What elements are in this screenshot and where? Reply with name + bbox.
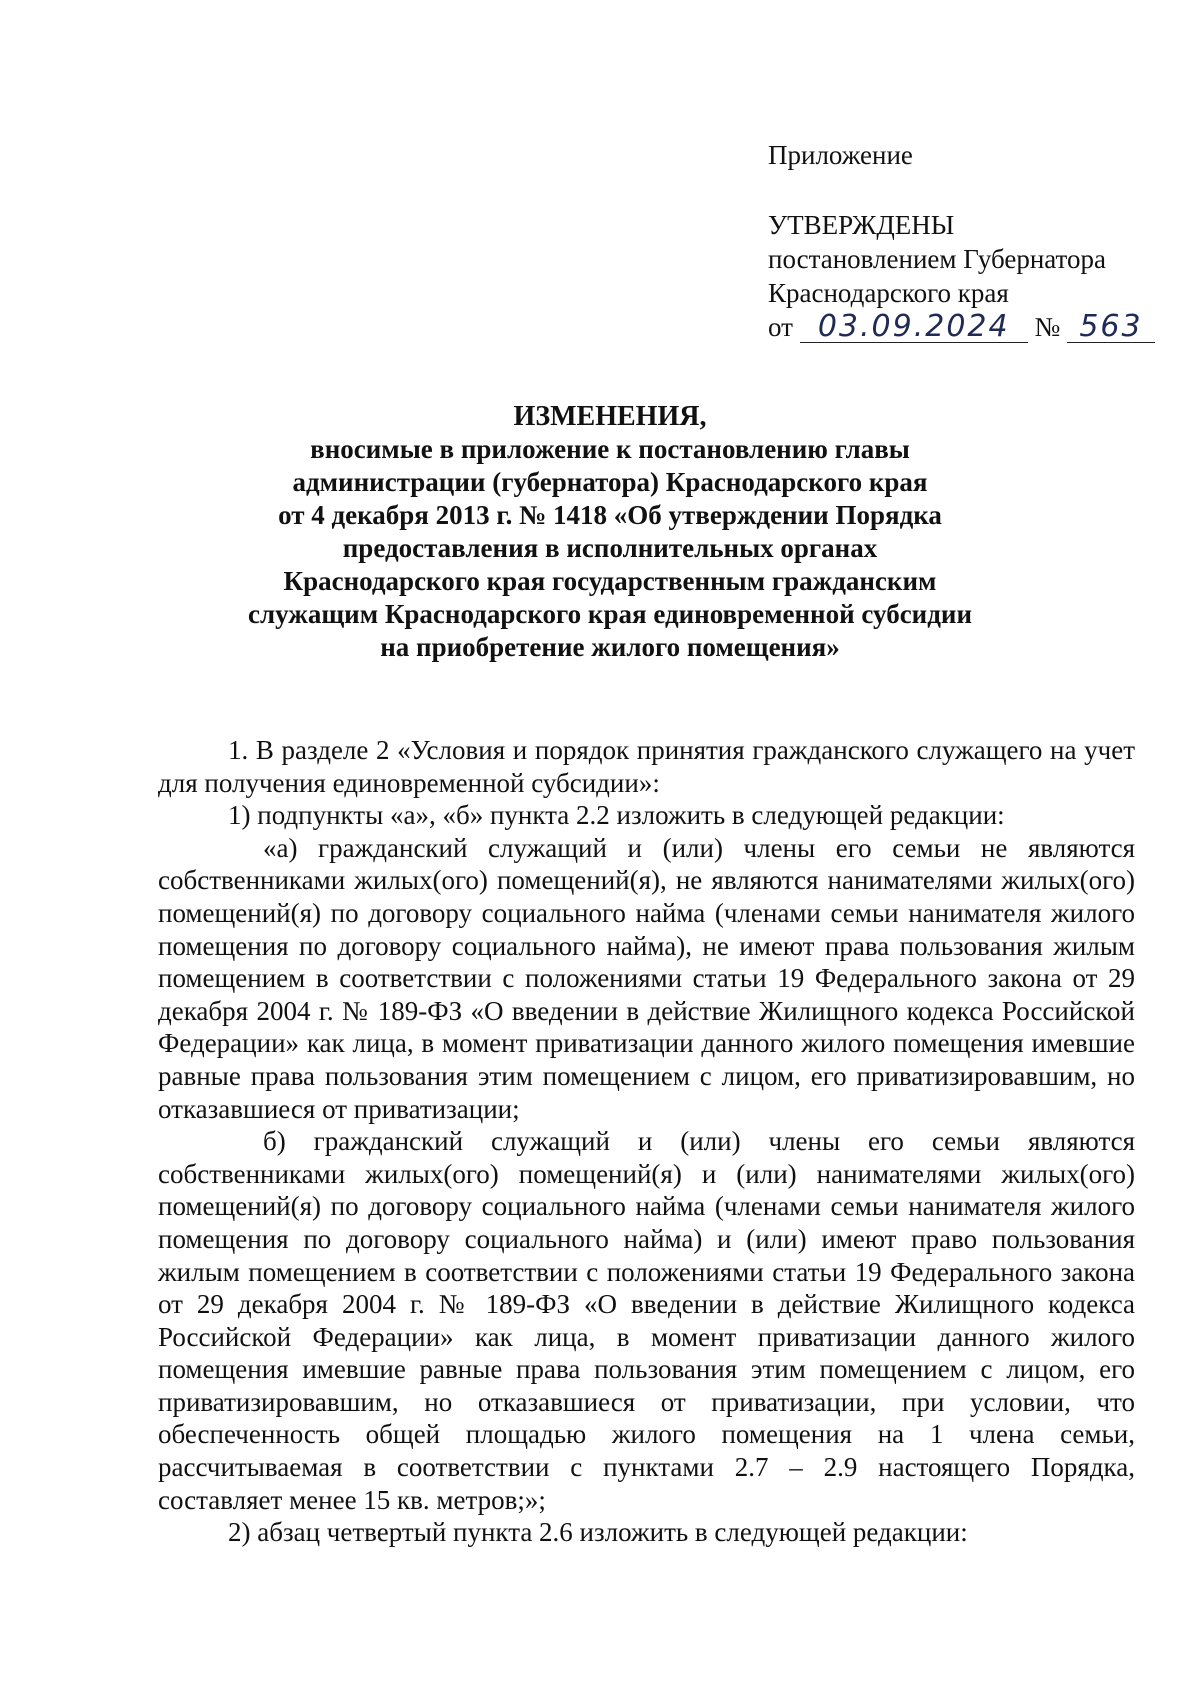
title-line: вносимые в приложение к постановлению главы — [310, 434, 910, 464]
paragraph-section-1: 1. В разделе 2 «Условия и порядок принятия гражданского служащего на учет для получения единовременной субсидии»: — [158, 735, 1135, 798]
title-line: администрации (губернатора) Краснодарского края — [292, 467, 928, 497]
document-body — [158, 734, 1135, 1549]
date-number-line — [768, 310, 1148, 344]
approved-label: УТВЕРЖДЕНЫ — [768, 210, 955, 240]
title-line: служащим Краснодарского края единовременной субсидии — [247, 599, 973, 629]
title-main: ИЗМЕНЕНИЯ, — [513, 401, 707, 432]
annex-label: Приложение — [768, 140, 913, 170]
title-line: предоставления в исполнительных органах — [342, 533, 878, 563]
number-prefix: № — [1034, 312, 1061, 342]
approved-by-line-2: Краснодарского края — [768, 278, 1009, 308]
title-line: Краснодарского края государственным гражданским — [283, 566, 937, 596]
paragraph-subitem-b: б) гражданский служащий и (или) члены его семьи являются собственниками жилых(ого) помещений(я) и (или) нанимателями жилых(ого) помещений(я) по договору социального найма (членами семьи нанимателя жилого помещения по договору социального найма) и (или) имеют право пользования жилым помещением в соответствии с положениями статьи 19 Федерального закона от 29 декабря 2004 г. № 189-ФЗ «О введении в действие Жилищного кодекса Российской Федерации» как лица, в момент приватизации данного жилого помещения имевшие равные права пользования этим помещением с лицом, его приватизировавшим, но отказавшиеся от приватизации, при условии, что обеспеченность общей площадью жилого помещения на 1 члена семьи, рассчитываемая в соответствии с пунктами 2.7 – 2.9 настоящего Порядка, составляет менее 15 кв. метров;»; — [158, 1126, 1135, 1515]
title-line: от 4 декабря 2013 г. № 1418 «Об утверждении Порядка — [278, 500, 942, 530]
handwritten-date: 03.09.2024 — [800, 312, 1028, 343]
paragraph-item-2: 2) абзац четвертый пункта 2.6 изложить в следующей редакции: — [228, 1517, 968, 1548]
document-title — [150, 400, 1070, 664]
approval-block — [768, 138, 1148, 344]
approved-by-line-1: постановлением Губернатора — [768, 244, 1106, 274]
paragraph-subitem-a: «а) гражданский служащий и (или) члены его семьи не являются собственниками жилых(ого) помещений(я), не являются нанимателями жилых(ого) помещений(я) по договору социального найма (членами семьи нанимателя жилого помещения по договору социального найма), не имеют права пользования жилым помещением в соответствии с положениями статьи 19 Федерального закона от 29 декабря 2004 г. № 189-ФЗ «О введении в действие Жилищного кодекса Российской Федерации» как лица, в момент приватизации данного жилого помещения имевшие равные права пользования этим помещением с лицом, его приватизировавшим, но отказавшиеся от приватизации; — [158, 832, 1135, 1124]
date-prefix: от — [768, 312, 793, 342]
handwritten-number: 563 — [1067, 312, 1155, 343]
paragraph-item-1: 1) подпункты «а», «б» пункта 2.2 изложить в следующей редакции: — [228, 800, 1005, 831]
title-line: на приобретение жилого помещения» — [380, 632, 840, 662]
